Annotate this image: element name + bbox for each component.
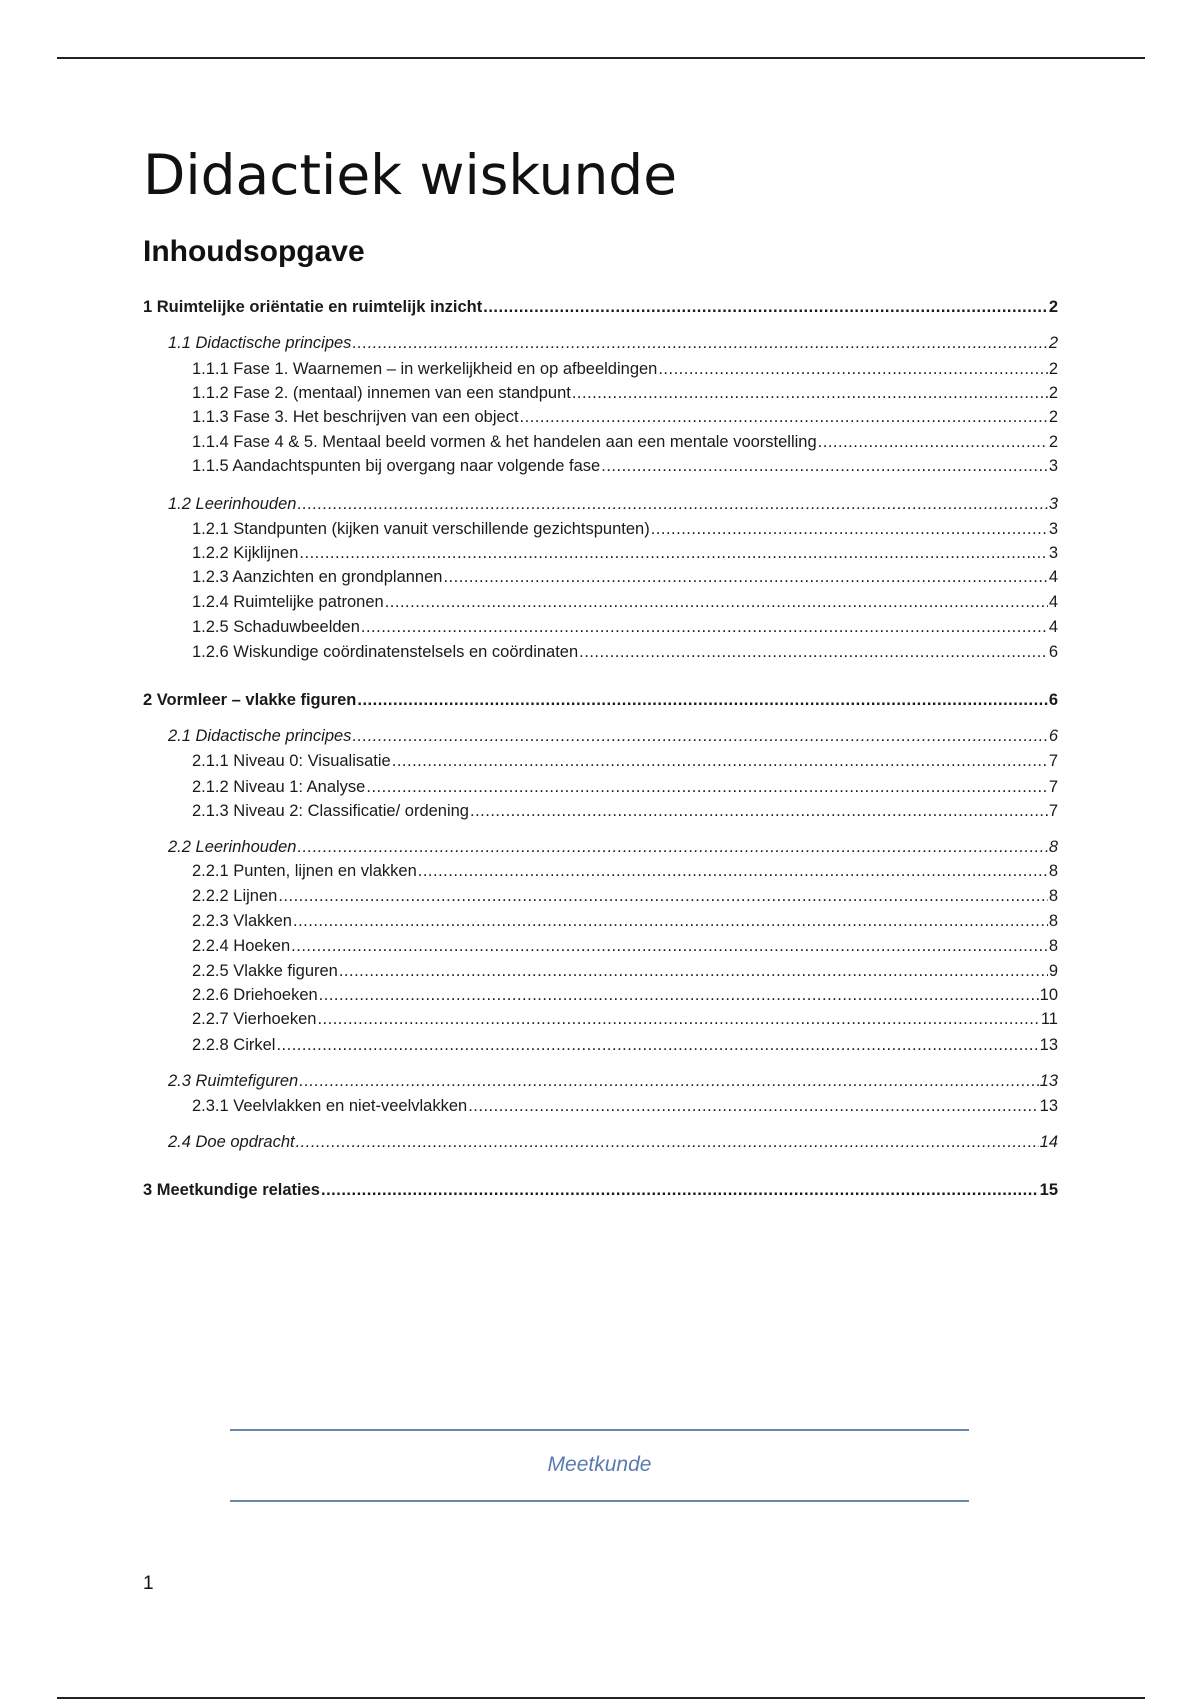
- toc-entry[interactable]: [143, 799, 1058, 823]
- toc-dot-leader: [366, 775, 1047, 799]
- toc-entry-title[interactable]: 2.2.6 Driehoeken: [192, 986, 318, 1004]
- toc-dot-leader: [361, 615, 1048, 639]
- toc-entry-title[interactable]: 1.1 Didactische principes: [168, 334, 352, 352]
- toc-entry[interactable]: [143, 749, 1058, 773]
- toc-entry[interactable]: [143, 959, 1058, 983]
- footer-rule-bottom: [230, 1500, 969, 1502]
- toc-dot-leader: [443, 565, 1047, 589]
- toc-dot-leader: [658, 357, 1047, 381]
- toc-entry-page: 2: [1048, 298, 1058, 316]
- toc-entry-page: 3: [1048, 457, 1058, 475]
- toc-dot-leader: [572, 381, 1048, 405]
- toc-entry-page: 7: [1048, 778, 1058, 796]
- toc-entry[interactable]: [143, 615, 1058, 639]
- footer-rule-top: [230, 1429, 969, 1431]
- toc-entry-page: 9: [1048, 962, 1058, 980]
- toc-entry-title[interactable]: 2.2.2 Lijnen: [192, 887, 278, 905]
- toc-dot-leader: [321, 1178, 1039, 1202]
- toc-entry-title[interactable]: 1.1.2 Fase 2. (mentaal) innemen van een standpunt: [192, 384, 571, 402]
- document-title: Didactiek wiskunde: [143, 143, 678, 207]
- toc-entry-page: 8: [1048, 838, 1058, 856]
- toc-entry-title[interactable]: 2.1.2 Niveau 1: Analyse: [192, 778, 366, 796]
- toc-entry-page: 13: [1039, 1097, 1058, 1115]
- toc-entry-page: 8: [1048, 862, 1058, 880]
- toc-entry-page: 2: [1048, 433, 1058, 451]
- toc-entry-title[interactable]: 2.3 Ruimtefiguren: [168, 1072, 299, 1090]
- toc-entry-title[interactable]: 1.2.6 Wiskundige coördinatenstelsels en coördinaten: [192, 643, 579, 661]
- toc-dot-leader: [468, 1094, 1038, 1118]
- toc-entry-page: 7: [1048, 802, 1058, 820]
- toc-dot-leader: [291, 934, 1048, 958]
- toc-entry-title[interactable]: 1.2.2 Kijklijnen: [192, 544, 299, 562]
- toc-entry-title[interactable]: 2.1.3 Niveau 2: Classificatie/ ordening: [192, 802, 469, 820]
- toc-entry-title[interactable]: 2.2.5 Vlakke figuren: [192, 962, 338, 980]
- toc-entry-title[interactable]: 2.1 Didactische principes: [168, 727, 352, 745]
- toc-entry[interactable]: [143, 1094, 1058, 1118]
- toc-entry-page: 14: [1039, 1133, 1058, 1151]
- toc-entry[interactable]: [143, 1007, 1058, 1031]
- toc-entry[interactable]: [143, 492, 1058, 516]
- toc-entry[interactable]: [143, 1130, 1058, 1154]
- toc-entry[interactable]: [143, 724, 1058, 748]
- toc-entry-title[interactable]: 2.1.1 Niveau 0: Visualisatie: [192, 752, 391, 770]
- toc-entry-page: 3: [1048, 495, 1058, 513]
- toc-entry[interactable]: [143, 295, 1058, 319]
- toc-entry-title[interactable]: 1.2.3 Aanzichten en grondplannen: [192, 568, 443, 586]
- toc-entry-page: 8: [1048, 912, 1058, 930]
- toc-entry-title[interactable]: 2.3.1 Veelvlakken en niet-veelvlakken: [192, 1097, 468, 1115]
- toc-entry-title[interactable]: 2.2.8 Cirkel: [192, 1036, 276, 1054]
- toc-entry-title[interactable]: 3 Meetkundige relaties: [143, 1181, 320, 1199]
- toc-dot-leader: [278, 884, 1047, 908]
- toc-entry-title[interactable]: 1.2.4 Ruimtelijke patronen: [192, 593, 384, 611]
- toc-entry-page: 6: [1048, 691, 1058, 709]
- toc-entry-page: 2: [1048, 384, 1058, 402]
- toc-entry-page: 15: [1039, 1181, 1058, 1199]
- toc-entry-page: 8: [1048, 887, 1058, 905]
- toc-dot-leader: [339, 959, 1048, 983]
- toc-entry[interactable]: [143, 775, 1058, 799]
- header-rule: [57, 57, 1145, 59]
- toc-entry[interactable]: [143, 934, 1058, 958]
- toc-dot-leader: [299, 541, 1047, 565]
- toc-dot-leader: [319, 983, 1039, 1007]
- toc-dot-leader: [418, 859, 1048, 883]
- toc-entry-title[interactable]: 1.1.3 Fase 3. Het beschrijven van een object: [192, 408, 519, 426]
- toc-entry-page: 4: [1048, 593, 1058, 611]
- toc-dot-leader: [297, 492, 1047, 516]
- toc-entry-title[interactable]: 2.2.7 Vierhoeken: [192, 1010, 317, 1028]
- toc-entry-title[interactable]: 1.2.1 Standpunten (kijken vanuit verschillende gezichtspunten): [192, 520, 650, 538]
- page-bottom-rule: [57, 1697, 1145, 1699]
- toc-entry-page: 2: [1048, 360, 1058, 378]
- footer-title: Meetkunde: [547, 1453, 652, 1476]
- toc-dot-leader: [520, 405, 1048, 429]
- toc-entry-page: 3: [1048, 544, 1058, 562]
- toc-entry[interactable]: [143, 1178, 1058, 1202]
- toc-entry[interactable]: [143, 454, 1058, 478]
- toc-dot-leader: [352, 724, 1047, 748]
- toc-entry[interactable]: [143, 884, 1058, 908]
- toc-entry-page: 13: [1039, 1036, 1058, 1054]
- toc-entry-title[interactable]: 2.4 Doe opdracht: [168, 1133, 295, 1151]
- toc-entry[interactable]: [143, 430, 1058, 454]
- toc-dot-leader: [392, 749, 1048, 773]
- toc-entry[interactable]: [143, 381, 1058, 405]
- toc-entry[interactable]: [143, 983, 1058, 1007]
- toc-entry-title[interactable]: 2.2.3 Vlakken: [192, 912, 292, 930]
- toc-entry-title[interactable]: 1.1.5 Aandachtspunten bij overgang naar volgende fase: [192, 457, 601, 475]
- toc-entry-page: 2: [1048, 334, 1058, 352]
- toc-entry-title[interactable]: 2.2.1 Punten, lijnen en vlakken: [192, 862, 417, 880]
- toc-dot-leader: [470, 799, 1048, 823]
- toc-entry[interactable]: [143, 405, 1058, 429]
- toc-entry-page: 6: [1048, 727, 1058, 745]
- toc-dot-leader: [317, 1007, 1039, 1031]
- toc-entry-page: 2: [1048, 408, 1058, 426]
- toc-entry-title[interactable]: 2 Vormleer – vlakke figuren: [143, 691, 357, 709]
- toc-dot-leader: [483, 295, 1048, 319]
- toc-entry[interactable]: [143, 541, 1058, 565]
- toc-entry-title[interactable]: 2.2 Leerinhouden: [168, 838, 297, 856]
- toc-entry-title[interactable]: 1.1.4 Fase 4 & 5. Mentaal beeld vormen & het handelen aan een mentale voorstelling: [192, 433, 817, 451]
- toc-entry-page: 4: [1048, 568, 1058, 586]
- toc-entry[interactable]: [143, 357, 1058, 381]
- toc-entry-page: 3: [1048, 520, 1058, 538]
- toc-entry[interactable]: [143, 1069, 1058, 1093]
- toc-entry[interactable]: [143, 1033, 1058, 1057]
- toc-entry[interactable]: [143, 640, 1058, 664]
- toc-entry[interactable]: [143, 331, 1058, 355]
- toc-entry-title[interactable]: 1.1.1 Fase 1. Waarnemen – in werkelijkheid en op afbeeldingen: [192, 360, 658, 378]
- toc-entry-title[interactable]: 2.2.4 Hoeken: [192, 937, 291, 955]
- toc-entry[interactable]: [143, 565, 1058, 589]
- toc-dot-leader: [601, 454, 1048, 478]
- toc-entry-page: 7: [1048, 752, 1058, 770]
- page-number: 1: [143, 1573, 154, 1594]
- toc-entry-page: 4: [1048, 618, 1058, 636]
- toc-dot-leader: [296, 1130, 1039, 1154]
- toc-dot-leader: [297, 835, 1047, 859]
- toc-entry-page: 11: [1040, 1010, 1058, 1028]
- toc-entry[interactable]: [143, 835, 1058, 859]
- toc-entry[interactable]: [143, 859, 1058, 883]
- toc-dot-leader: [818, 430, 1048, 454]
- toc-entry-page: 10: [1039, 986, 1058, 1004]
- toc-entry-page: 8: [1048, 937, 1058, 955]
- toc-entry[interactable]: [143, 590, 1058, 614]
- toc-entry-page: 13: [1039, 1072, 1058, 1090]
- toc-entry-page: 6: [1048, 643, 1058, 661]
- toc-dot-leader: [385, 590, 1048, 614]
- toc-dot-leader: [579, 640, 1048, 664]
- toc-dot-leader: [299, 1069, 1038, 1093]
- toc-heading: Inhoudsopgave: [143, 235, 365, 268]
- toc-dot-leader: [293, 909, 1048, 933]
- toc-entry-title[interactable]: 1.2.5 Schaduwbeelden: [192, 618, 360, 636]
- toc-entry-title[interactable]: 1 Ruimtelijke oriëntatie en ruimtelijk inzicht: [143, 298, 483, 316]
- toc-dot-leader: [276, 1033, 1038, 1057]
- toc-entry[interactable]: [143, 909, 1058, 933]
- toc-entry[interactable]: [143, 517, 1058, 541]
- toc-dot-leader: [357, 688, 1047, 712]
- toc-dot-leader: [651, 517, 1048, 541]
- toc-entry[interactable]: [143, 688, 1058, 712]
- toc-entry-title[interactable]: 1.2 Leerinhouden: [168, 495, 297, 513]
- toc-dot-leader: [352, 331, 1047, 355]
